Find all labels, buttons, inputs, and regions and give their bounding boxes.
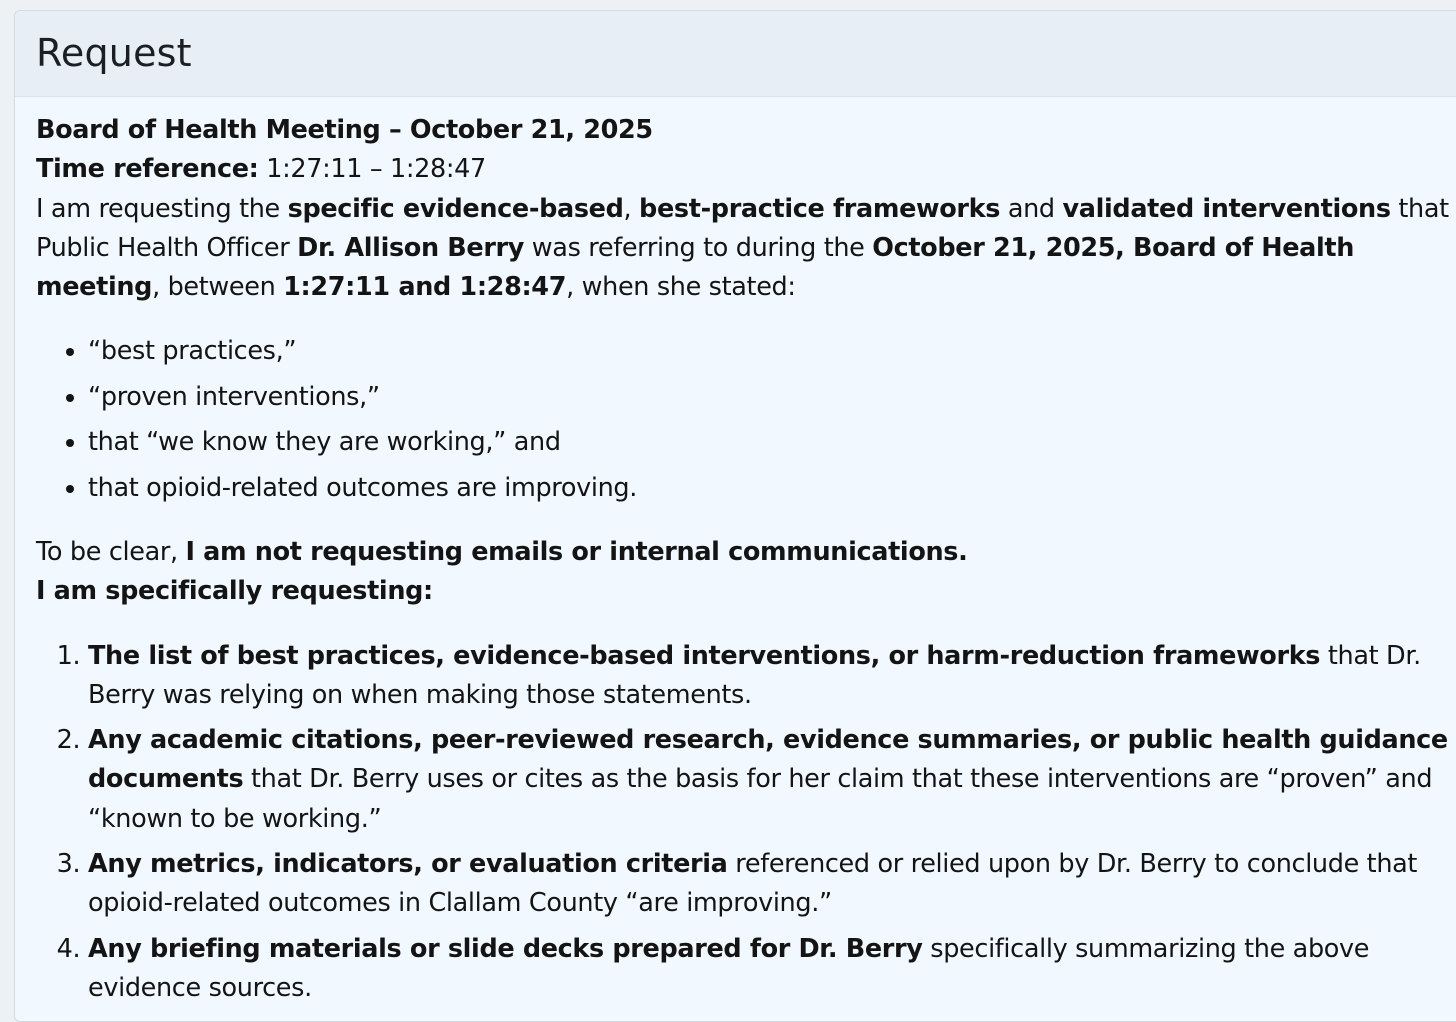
time-reference — [36, 150, 1456, 189]
specific-request-heading: I am specifically requesting: — [36, 576, 433, 607]
list-item: • that “we know they are working,” and — [88, 423, 1456, 462]
card-title: Request — [36, 30, 192, 75]
time-reference-label: Time reference: — [36, 154, 259, 185]
request-card — [14, 10, 1456, 1022]
quoted-statements-list — [36, 332, 1456, 508]
card-body — [15, 97, 1456, 1008]
clarification-line: To be clear, I am not requesting emails or internal communications. — [36, 536, 968, 567]
meeting-title: Board of Health Meeting – October 21, 2025 — [36, 115, 653, 145]
list-item: 4. Any briefing materials or slide decks prepared for Dr. Berry specifically summarizing the above evidence sources. — [88, 930, 1456, 1009]
time-reference-value: 1:27:11 – 1:28:47 — [258, 154, 486, 185]
list-item: • “proven interventions,” — [88, 378, 1456, 417]
list-item: • “best practices,” — [88, 332, 1456, 371]
intro-paragraph: I am requesting the specific evidence-based, best-practice frameworks and validated interventions that Public Health Officer Dr. Allison Berry was referring to during the October 21, 2025, Board of Health meeting, between 1:27:11 and 1:28:47, when she stated: — [36, 193, 1449, 303]
list-item: • that opioid-related outcomes are improving. — [88, 469, 1456, 508]
list-item: 1. The list of best practices, evidence-based interventions, or harm-reduction frameworks that Dr. Berry was relying on when making those statements. — [88, 637, 1456, 716]
list-item: 3. Any metrics, indicators, or evaluation criteria referenced or relied upon by Dr. Berry to conclude that opioid-related outcomes in Clallam County “are improving.” — [88, 845, 1456, 924]
list-item: 2. Any academic citations, peer-reviewed research, evidence summaries, or public health guidance documents that Dr. Berry uses or cites as the basis for her claim that these interventions are “proven” and “known to be working.” — [88, 721, 1456, 839]
card-header — [15, 11, 1456, 97]
requests-list — [36, 637, 1456, 1009]
